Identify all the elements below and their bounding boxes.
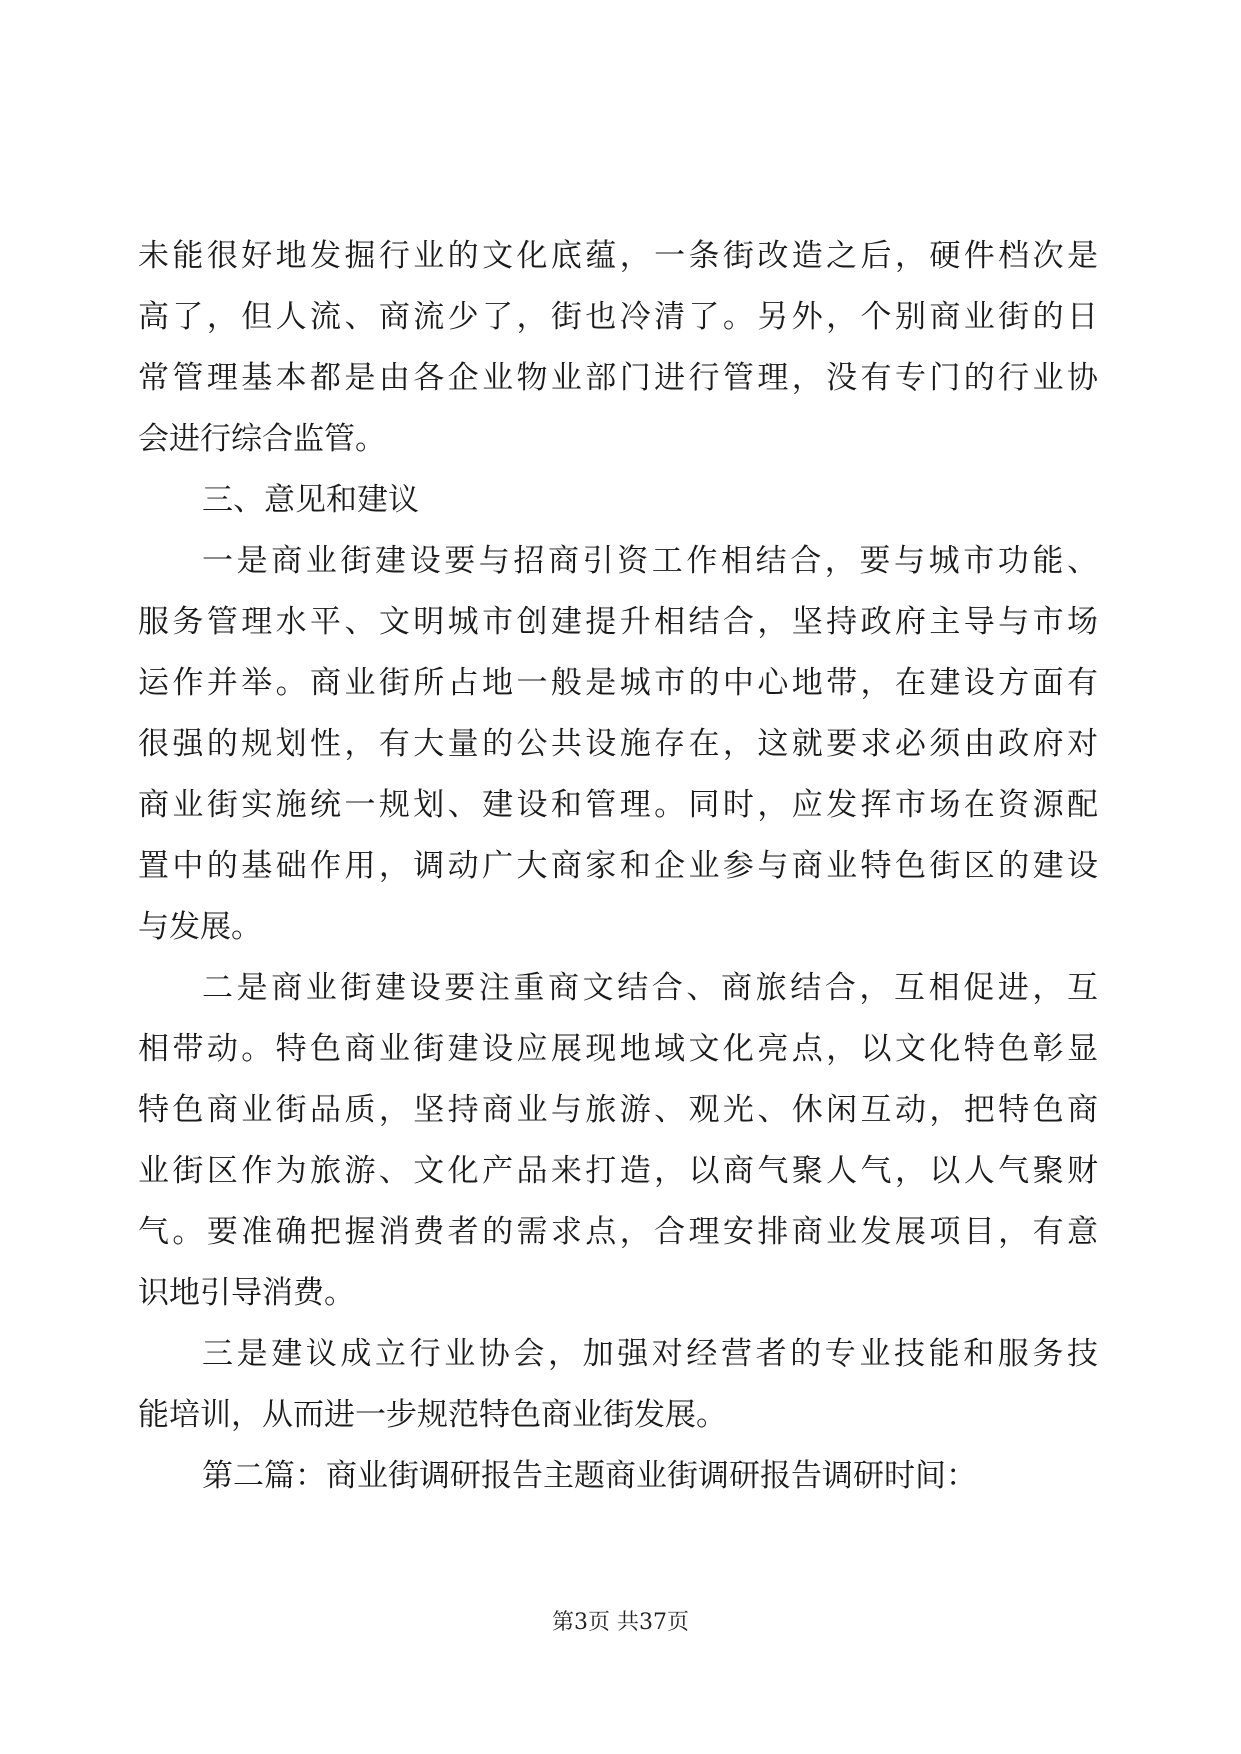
text-line: 未能很好地发掘行业的文化底蕴，一条街改造之后，硬件档次是 [138, 238, 1098, 274]
text-line: 运作并举。商业街所占地一般是城市的中心地带，在建设方面有 [138, 665, 1098, 701]
body-text [138, 226, 1098, 1507]
text-line: 相带动。特色商业街建设应展现地域文化亮点，以文化特色彰显 [138, 1031, 1098, 1067]
text-line: 识地引导消费。 [138, 1275, 355, 1311]
text-line: 三是建议成立行业协会，加强对经营者的专业技能和服务技 [202, 1336, 1098, 1372]
text-line: 常管理基本都是由各企业物业部门进行管理，没有专门的行业协 [138, 360, 1098, 396]
text-line: 特色商业街品质，坚持商业与旅游、观光、休闲互动，把特色商 [138, 1092, 1098, 1128]
text-line: 置中的基础作用，调动广大商家和企业参与商业特色街区的建设 [138, 848, 1098, 884]
text-line: 会进行综合监管。 [138, 421, 386, 457]
section-heading: 三、意见和建议 [202, 482, 419, 518]
text-line: 一是商业街建设要与招商引资工作相结合，要与城市功能、 [202, 543, 1098, 579]
text-line: 二是商业街建设要注重商文结合、商旅结合，互相促进，互 [202, 970, 1098, 1006]
text-line: 高了，但人流、商流少了，街也冷清了。另外，个别商业街的日 [138, 299, 1098, 335]
text-line: 业街区作为旅游、文化产品来打造，以商气聚人气，以人气聚财 [138, 1153, 1098, 1189]
text-line: 很强的规划性，有大量的公共设施存在，这就要求必须由政府对 [138, 726, 1098, 762]
text-line: 与发展。 [138, 909, 262, 945]
page-footer: 第3页 共37页 [552, 1610, 689, 1635]
chapter-heading: 第二篇：商业街调研报告主题商业街调研报告调研时间： [202, 1458, 977, 1494]
text-line: 服务管理水平、文明城市创建提升相结合，坚持政府主导与市场 [138, 604, 1098, 640]
text-line: 气。要准确把握消费者的需求点，合理安排商业发展项目，有意 [138, 1214, 1098, 1250]
text-line: 商业街实施统一规划、建设和管理。同时，应发挥市场在资源配 [138, 787, 1098, 823]
text-line: 能培训，从而进一步规范特色商业街发展。 [138, 1397, 727, 1433]
